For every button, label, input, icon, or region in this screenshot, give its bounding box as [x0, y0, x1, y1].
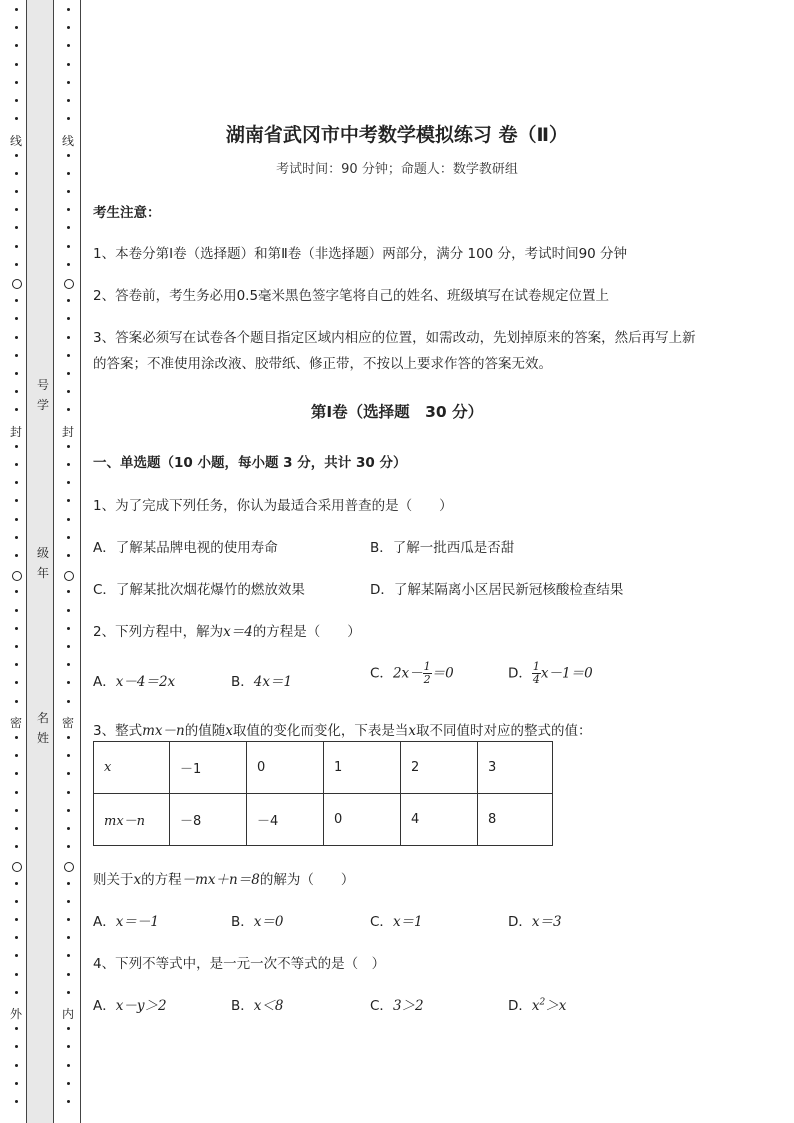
dot	[15, 845, 18, 848]
dot	[67, 954, 70, 957]
gutter-field-char: 年	[36, 566, 49, 580]
table-cell: 3	[478, 742, 553, 794]
notice-heading: 考生注意：	[93, 205, 161, 221]
dot	[67, 936, 70, 939]
dot	[67, 299, 70, 302]
dot	[67, 44, 70, 47]
option-math: 2x－	[392, 665, 423, 682]
outer-mark-wai: 外	[9, 1007, 22, 1021]
option-math-exponent: 2	[539, 997, 546, 1008]
binding-hole-icon	[64, 862, 74, 872]
dot	[15, 463, 18, 466]
dot	[15, 26, 18, 29]
table-cell: 0	[324, 794, 401, 846]
dot	[67, 900, 70, 903]
dot	[67, 736, 70, 739]
dot	[15, 190, 18, 193]
dot	[67, 772, 70, 775]
option-math: x＝3	[531, 914, 562, 930]
dot	[67, 499, 70, 502]
q4-stem: 4、下列不等式中，是一元一次不等式的是（ ）	[93, 956, 386, 972]
dot	[15, 372, 18, 375]
dot	[67, 445, 70, 448]
notice-item-2: 2、答卷前，考生务必用0.5毫米黑色签字笔将自己的姓名、班级填写在试卷规定位置上	[93, 288, 610, 304]
dot	[67, 317, 70, 320]
dot	[15, 900, 18, 903]
q1-option-d: D．了解某隔离小区居民新冠核酸检查结果	[370, 582, 624, 598]
q4-option-c	[370, 994, 424, 1014]
dot	[15, 554, 18, 557]
q1-stem: 1、为了完成下列任务，你认为最适合采用普查的是（ ）	[93, 498, 453, 514]
dot	[15, 827, 18, 830]
q4-option-b	[231, 994, 283, 1014]
option-math: x＜8	[253, 998, 284, 1014]
dot	[67, 918, 70, 921]
inner-mark-nei: 内	[61, 1007, 74, 1021]
dot	[15, 1027, 18, 1030]
option-label: C．	[370, 914, 393, 930]
q2-option-a	[93, 670, 175, 690]
dot	[15, 663, 18, 666]
binding-hole-icon	[64, 571, 74, 581]
dot	[15, 390, 18, 393]
table-cell: 8	[478, 794, 553, 846]
dot	[67, 1045, 70, 1048]
q3-stem-text: 取不同值时对应的整式的值：	[415, 723, 592, 739]
dot	[15, 918, 18, 921]
dot	[15, 63, 18, 66]
dot	[15, 936, 18, 939]
dot	[15, 973, 18, 976]
dot	[67, 645, 70, 648]
inner-mark-feng: 封	[61, 425, 74, 439]
binding-hole-icon	[12, 571, 22, 581]
dot	[15, 991, 18, 994]
dot	[15, 481, 18, 484]
dot	[67, 609, 70, 612]
fraction	[423, 661, 432, 686]
q3-option-d	[508, 910, 562, 930]
option-label: A．	[93, 998, 116, 1014]
table-row	[94, 742, 553, 794]
dot	[67, 336, 70, 339]
table-cell: 4	[401, 794, 478, 846]
q3-follow-text: 的解为（ ）	[259, 872, 355, 888]
table-cell: －4	[247, 794, 324, 846]
dot	[15, 317, 18, 320]
dot	[67, 81, 70, 84]
q3-option-c	[370, 910, 423, 930]
table-cell: －1	[170, 742, 247, 794]
q2-option-d	[508, 661, 593, 686]
value-table	[93, 741, 553, 846]
dot	[67, 809, 70, 812]
dot	[15, 1100, 18, 1103]
option-math: x＝1	[392, 914, 423, 930]
dot	[15, 791, 18, 794]
table-cell: mx－n	[94, 794, 170, 846]
dot	[67, 754, 70, 757]
dot	[15, 245, 18, 248]
dot	[67, 463, 70, 466]
q2-stem	[93, 620, 361, 640]
dot	[15, 499, 18, 502]
dot	[67, 354, 70, 357]
option-math: x＝0	[253, 914, 284, 930]
dot	[15, 809, 18, 812]
dot	[15, 772, 18, 775]
dot	[67, 1064, 70, 1067]
notice-item-1: 1、本卷分第Ⅰ卷（选择题）和第Ⅱ卷（非选择题）两部分，满分 100 分，考试时间90 分钟	[93, 246, 628, 262]
dot	[15, 609, 18, 612]
q3-stem-text: 的值随	[184, 723, 226, 739]
table-cell: 2	[401, 742, 478, 794]
dot	[15, 44, 18, 47]
dot	[67, 1027, 70, 1030]
dot	[67, 827, 70, 830]
option-math: x－1＝0	[540, 665, 593, 682]
table-cell: －8	[170, 794, 247, 846]
dot	[15, 1082, 18, 1085]
dot	[15, 681, 18, 684]
q1-option-a: A．了解某品牌电视的使用寿命	[93, 540, 278, 556]
dot	[15, 445, 18, 448]
dot	[67, 791, 70, 794]
dot	[15, 590, 18, 593]
binding-hole-icon	[12, 862, 22, 872]
option-math: x－4＝2x	[115, 674, 176, 690]
option-math: ＞x	[545, 998, 567, 1014]
dot	[15, 954, 18, 957]
part-heading: 一、单选题（10 小题，每小题 3 分，共计 30 分）	[93, 455, 407, 471]
dot	[67, 99, 70, 102]
option-math: 3＞2	[392, 998, 424, 1014]
section-title: 第Ⅰ卷（选择题 30 分）	[310, 403, 484, 421]
dot	[67, 226, 70, 229]
dot	[15, 336, 18, 339]
dot	[67, 154, 70, 157]
fraction-denominator: 4	[532, 673, 540, 686]
outer-mark-mi: 密	[9, 716, 22, 730]
q2-stem-math: x＝4	[223, 624, 253, 640]
option-label: D．	[508, 998, 532, 1014]
notice-item-3-line1: 3、答案必须写在试卷各个题目指定区域内相应的位置，如需改动，先划掉原来的答案，然后再写上新	[93, 330, 696, 346]
gutter-field-char: 号	[36, 378, 49, 392]
dot	[67, 190, 70, 193]
dot	[67, 627, 70, 630]
dot	[15, 154, 18, 157]
page-title: 湖南省武冈市中考数学模拟练习 卷（Ⅱ）	[225, 124, 569, 146]
dot	[15, 627, 18, 630]
option-label: A．	[93, 674, 116, 690]
q3-stem-text: 3、整式	[93, 723, 143, 739]
dot	[67, 681, 70, 684]
dot	[15, 518, 18, 521]
dot	[15, 354, 18, 357]
dot	[15, 882, 18, 885]
option-math: x	[531, 998, 540, 1014]
option-math: x－y＞2	[115, 998, 167, 1014]
dot	[15, 81, 18, 84]
table-cell: x	[94, 742, 170, 794]
q3-stem-math: mx－n	[142, 723, 185, 739]
gutter-field-char: 学	[36, 398, 49, 412]
dot	[67, 8, 70, 11]
dot	[67, 536, 70, 539]
outer-mark-feng: 封	[9, 425, 22, 439]
q3-follow-text: 则关于	[93, 872, 134, 888]
dot	[67, 554, 70, 557]
dot	[15, 263, 18, 266]
option-label: C．	[370, 665, 393, 682]
dot	[67, 700, 70, 703]
fraction-denominator: 2	[423, 673, 431, 686]
dot	[15, 645, 18, 648]
q2-option-c	[370, 661, 454, 686]
q3-stem-math: x	[225, 723, 233, 739]
dot	[15, 536, 18, 539]
option-label: D．	[508, 914, 532, 930]
dot	[67, 845, 70, 848]
dot	[67, 1082, 70, 1085]
gutter-field-char: 姓	[36, 731, 49, 745]
option-math: ＝0	[431, 665, 454, 682]
dot	[15, 299, 18, 302]
inner-mark-mi: 密	[61, 716, 74, 730]
fraction-numerator: 1	[423, 660, 431, 673]
binding-hole-icon	[12, 279, 22, 289]
q3-follow	[93, 868, 354, 888]
q1-option-b: B．了解一批西瓜是否甜	[370, 540, 515, 556]
dot	[67, 263, 70, 266]
dot	[15, 1064, 18, 1067]
table-cell: 1	[324, 742, 401, 794]
option-math: 4x＝1	[253, 674, 293, 690]
q2-stem-text: 2、下列方程中，解为	[93, 624, 224, 640]
q4-option-d	[508, 994, 566, 1014]
dot	[67, 1100, 70, 1103]
dot	[15, 208, 18, 211]
q4-option-a	[93, 994, 167, 1014]
dot	[15, 226, 18, 229]
q3-follow-text: 的方程	[141, 872, 182, 888]
dot	[67, 590, 70, 593]
table-cell: 0	[247, 742, 324, 794]
dot	[15, 754, 18, 757]
q3-stem	[93, 719, 591, 739]
q3-stem-math: x	[408, 723, 416, 739]
gutter-field-char: 级	[36, 546, 49, 560]
option-math: x＝－1	[115, 914, 159, 930]
q1-option-c: C．了解某批次烟花爆竹的燃放效果	[93, 582, 305, 598]
dot	[67, 663, 70, 666]
dot	[67, 372, 70, 375]
option-label: D．	[508, 665, 532, 682]
dot	[67, 208, 70, 211]
page-subtitle: 考试时间：90 分钟；命题人：数学教研组	[276, 162, 518, 177]
q3-follow-math: x	[133, 872, 142, 888]
dot	[67, 245, 70, 248]
dot	[67, 991, 70, 994]
q3-option-a	[93, 910, 159, 930]
q3-follow-math: －mx＋n＝8	[181, 872, 260, 888]
q3-stem-text: 取值的变化而变化，下表是当	[232, 723, 409, 739]
option-label: B．	[231, 914, 254, 930]
dot	[15, 1045, 18, 1048]
table-row	[94, 794, 553, 846]
dot	[15, 99, 18, 102]
option-label: B．	[231, 674, 254, 690]
fraction	[532, 661, 541, 686]
outer-mark-xian: 线	[9, 134, 22, 148]
dot	[15, 8, 18, 11]
inner-mark-xian: 线	[61, 134, 74, 148]
notice-item-3-line2: 的答案；不准使用涂改液、胶带纸、修正带，不按以上要求作答的答案无效。	[93, 356, 552, 372]
q2-option-b	[231, 670, 292, 690]
dot	[15, 700, 18, 703]
dot	[67, 390, 70, 393]
gutter-field-char: 名	[36, 711, 49, 725]
q2-stem-text: 的方程是（ ）	[252, 624, 361, 640]
dot	[67, 518, 70, 521]
binding-hole-icon	[64, 279, 74, 289]
dot	[67, 481, 70, 484]
dot	[67, 26, 70, 29]
dot	[67, 882, 70, 885]
fraction-numerator: 1	[532, 660, 540, 673]
q3-option-b	[231, 910, 283, 930]
option-label: B．	[231, 998, 254, 1014]
option-label: A．	[93, 914, 116, 930]
dot	[67, 973, 70, 976]
option-label: C．	[370, 998, 393, 1014]
dot	[15, 736, 18, 739]
dot	[67, 63, 70, 66]
